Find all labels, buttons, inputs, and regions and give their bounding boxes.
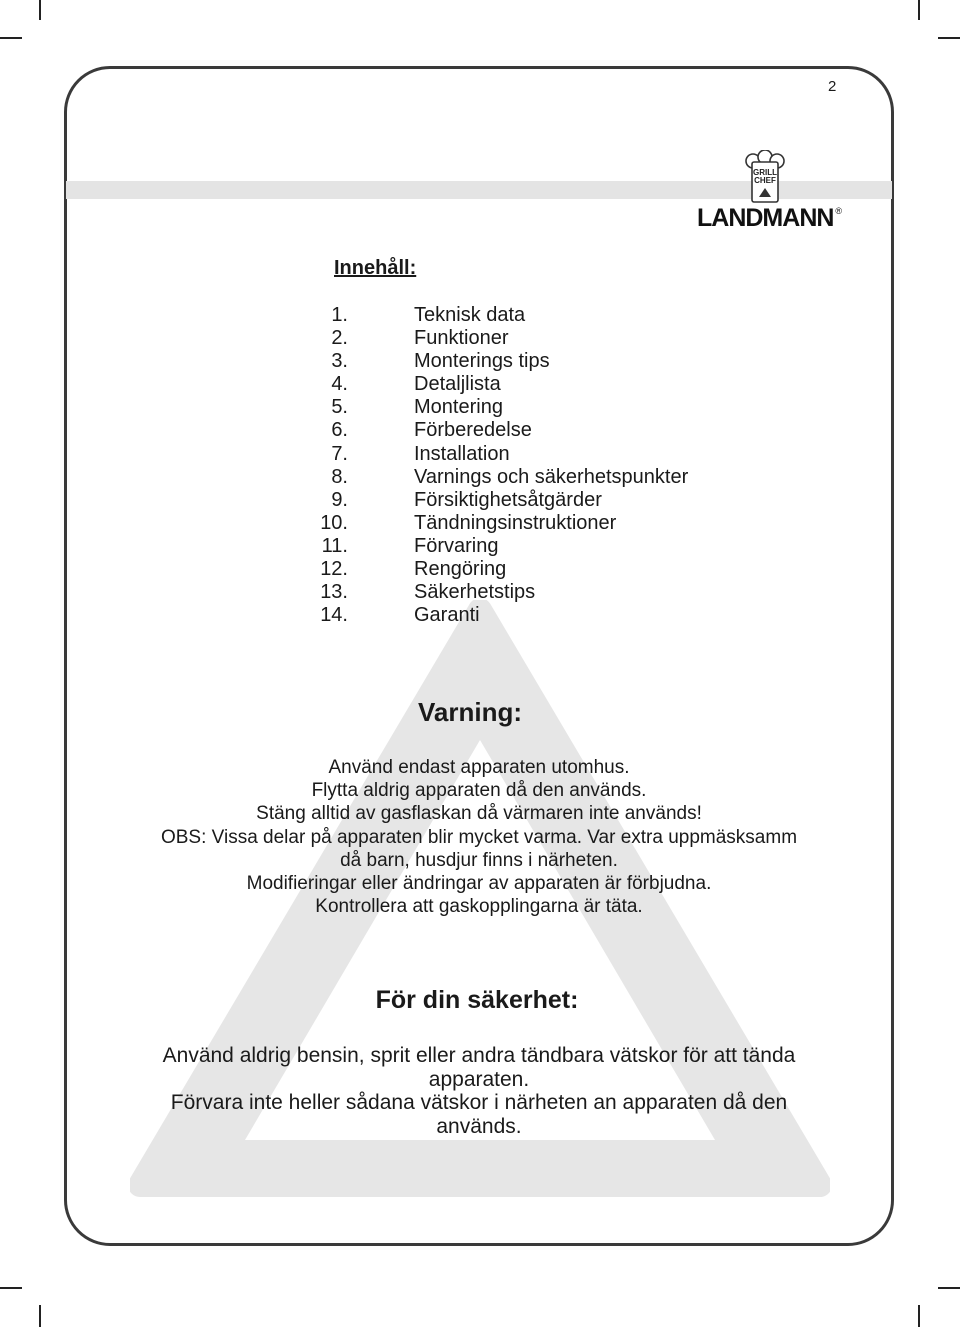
crop-mark [938, 1287, 960, 1289]
toc-list [300, 304, 800, 627]
warning-title: Varning: [418, 697, 523, 727]
warning-line: OBS: Vissa delar på apparaten blir mycket varma. Var extra uppmäsksamm [160, 826, 798, 848]
toc-item-number: 14. [320, 604, 348, 627]
brand-logo [697, 204, 847, 233]
crop-mark [918, 1305, 920, 1327]
warning-line: Använd endast apparaten utomhus. [328, 757, 630, 778]
warning-line: Modifieringar eller ändringar av apparaten är förbjudna. [246, 873, 712, 895]
safety-title: För din säkerhet: [375, 986, 579, 1014]
safety-lines [66, 1044, 892, 1138]
warning-line: Flytta aldrig apparaten då den används. [311, 780, 647, 802]
page-number: 2 [828, 78, 837, 95]
toc-item-number: 11. [321, 534, 348, 557]
toc-item-number: 5. [331, 396, 348, 419]
toc-item [300, 489, 800, 512]
safety-line: apparaten. [428, 1067, 530, 1091]
toc-item [300, 558, 800, 581]
crop-mark [39, 1305, 41, 1327]
toc-item-label: Varnings och säkerhetspunkter [414, 465, 689, 488]
toc-item-number: 1. [331, 304, 348, 326]
toc-item-label: Tändningsinstruktioner [414, 511, 617, 534]
crop-mark [0, 1287, 22, 1289]
toc-item [300, 419, 800, 442]
toc-item-label: Säkerhetstips [414, 581, 536, 604]
warning-lines [66, 756, 892, 918]
logo-text-grill: GRILL [753, 168, 777, 177]
toc-item [300, 581, 800, 604]
toc-item-number: 4. [331, 373, 348, 396]
safety-line: Använd aldrig bensin, sprit eller andra tändbara vätskor för att tända [162, 1044, 796, 1067]
toc-item-label: Teknisk data [414, 304, 526, 326]
warning-line: Kontrollera att gaskopplingarna är täta. [315, 896, 643, 918]
toc-item-number: 13. [320, 581, 348, 604]
toc-item-number: 2. [331, 327, 348, 350]
toc-item [300, 350, 800, 373]
toc-item-number: 3. [331, 350, 348, 373]
toc-item [300, 304, 800, 327]
toc-item-label: Funktioner [414, 327, 509, 350]
warning-line: Stäng alltid av gasflaskan då värmaren inte används! [256, 803, 702, 825]
crop-mark [39, 0, 41, 20]
logo-text-chef: CHEF [754, 176, 776, 185]
toc-item [300, 512, 800, 535]
warning-line: då barn, husdjur finns i närheten. [340, 849, 618, 871]
toc-item-number: 7. [331, 442, 348, 465]
toc-item-number: 10. [320, 511, 348, 534]
toc-item-number: 9. [331, 488, 348, 511]
toc-item [300, 466, 800, 489]
toc-item [300, 327, 800, 350]
toc-item-label: Detaljlista [414, 373, 501, 396]
toc-item-label: Försiktighetsåtgärder [414, 488, 602, 511]
toc-title: Innehåll: [334, 257, 417, 279]
toc-item-label: Förvaring [414, 534, 499, 557]
brand-name: LANDMANN [697, 204, 834, 232]
toc-item-label: Rengöring [414, 558, 507, 581]
toc-item-number: 12. [320, 558, 348, 581]
crop-mark [0, 37, 22, 39]
chef-hat-icon [744, 150, 786, 204]
toc-item-number: 6. [331, 419, 348, 442]
toc-item [300, 396, 800, 419]
safety-line: Förvara inte heller sådana vätskor i närheten an apparaten då den [170, 1091, 788, 1114]
safety-line: används. [436, 1114, 522, 1138]
crop-mark [938, 37, 960, 39]
toc-item-number: 8. [331, 465, 348, 488]
registered-mark: ® [835, 206, 843, 216]
toc-item-label: Monterings tips [414, 350, 550, 373]
toc-item [300, 443, 800, 466]
toc-item-label: Förberedelse [414, 419, 532, 442]
crop-mark [918, 0, 920, 20]
toc-item-label: Garanti [414, 604, 480, 627]
toc-item [300, 373, 800, 396]
toc-item [300, 604, 800, 627]
toc-item-label: Montering [414, 396, 503, 419]
toc-item [300, 535, 800, 558]
toc-item-label: Installation [414, 442, 510, 465]
